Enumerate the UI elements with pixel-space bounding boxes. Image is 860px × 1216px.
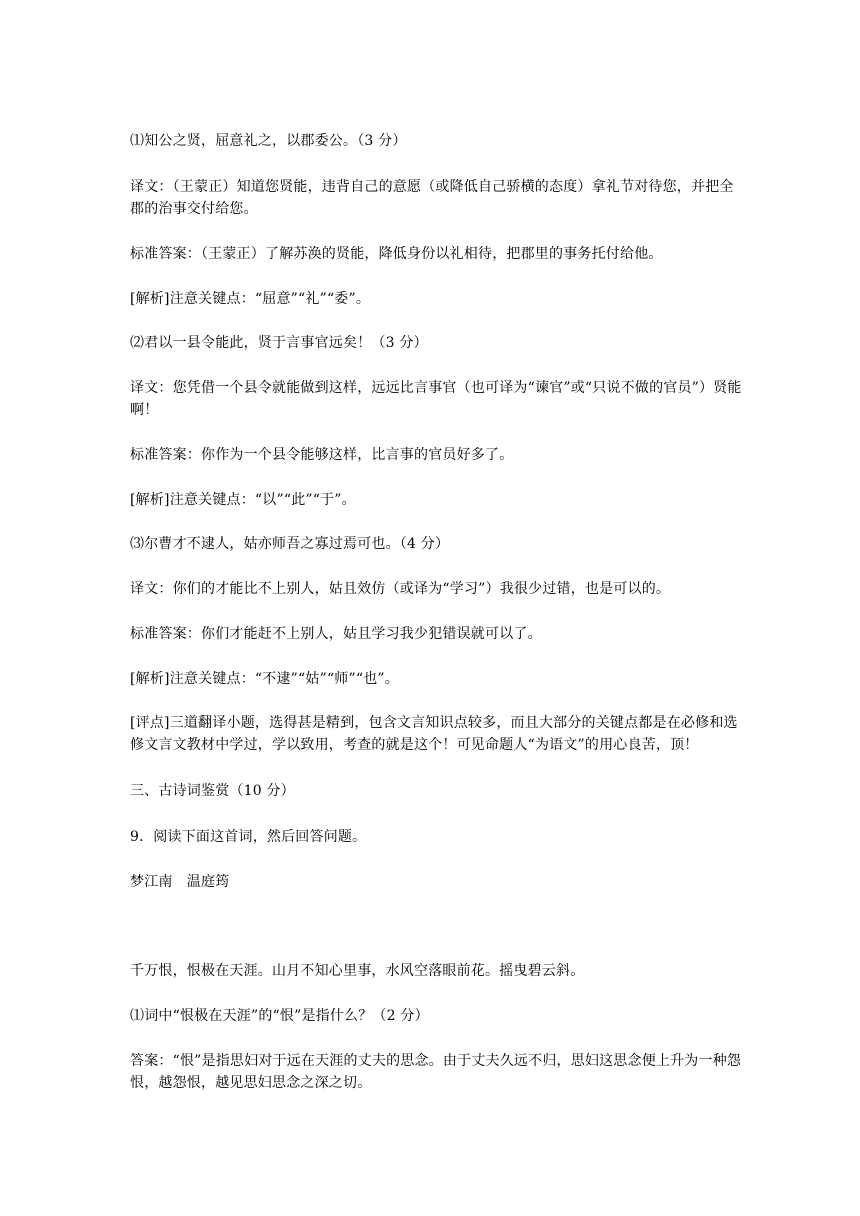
- question-3-translation: 译文：你们的才能比不上别人，姑且效仿（或译为“学习”）我很少过错，也是可以的。: [130, 581, 671, 597]
- question-1-standard-answer: 标准答案：（王蒙正）了解苏涣的贤能，降低身份以礼相待，把郡里的事务托付给他。: [130, 246, 663, 262]
- poem-question-1: ⑴词中“恨极在天涯”的“恨”是指什么？（2 分）: [130, 1008, 429, 1024]
- question-2-standard-answer: 标准答案：你作为一个县令能够这样，比言事的官员好多了。: [130, 447, 514, 463]
- question-9-prompt: 9．阅读下面这首词，然后回答问题。: [130, 829, 367, 845]
- question-1-translation: 译文：（王蒙正）知道您贤能，违背自己的意愿（或降低自己骄横的态度）拿礼节对待您，并把全郡的治事交付给您。: [130, 179, 734, 217]
- section-heading-poetry: 三、古诗词鉴赏（10 分）: [130, 783, 295, 799]
- question-3-analysis: [解析]注意关键点：“不逮”“姑”“师”“也”。: [130, 671, 399, 687]
- question-1-heading: ⑴知公之贤，屈意礼之，以郡委公。（3 分）: [130, 133, 407, 149]
- question-2-translation: 译文：您凭借一个县令就能做到这样，远远比言事官（也可译为“谏官”或“只说不做的官员”）贤能啊！: [130, 380, 742, 418]
- commentary: [评点]三道翻译小题，选得甚是精到，包含文言知识点较多，而且大部分的关键点都是在必修和选修文言文教材中学过，学以致用，考查的就是这个！可见命题人“为语文”的用心良苦，顶！: [130, 715, 738, 753]
- poem-title: 梦江南 温庭筠: [130, 874, 230, 890]
- question-1-analysis: [解析]注意关键点：“屈意”“礼”“委”。: [130, 291, 371, 307]
- question-2-heading: ⑵君以一县令能此，贤于言事官远矣！（3 分）: [130, 335, 428, 351]
- question-2-analysis: [解析]注意关键点：“以”“此”“于”。: [130, 492, 356, 508]
- poem-question-1-answer: 答案：“恨”是指思妇对于远在天涯的丈夫的思念。由于丈夫久远不归，思妇这思念便上升为一种怨恨，越怨恨，越见思妇思念之深之切。: [130, 1053, 742, 1091]
- question-3-heading: ⑶尔曹才不逮人，姑亦师吾之寡过焉可也。（4 分）: [130, 536, 450, 552]
- poem-text: 千万恨，恨极在天涯。山月不知心里事，水风空落眼前花。摇曳碧云斜。: [130, 963, 585, 979]
- question-3-standard-answer: 标准答案：你们才能赶不上别人，姑且学习我少犯错误就可以了。: [130, 626, 542, 642]
